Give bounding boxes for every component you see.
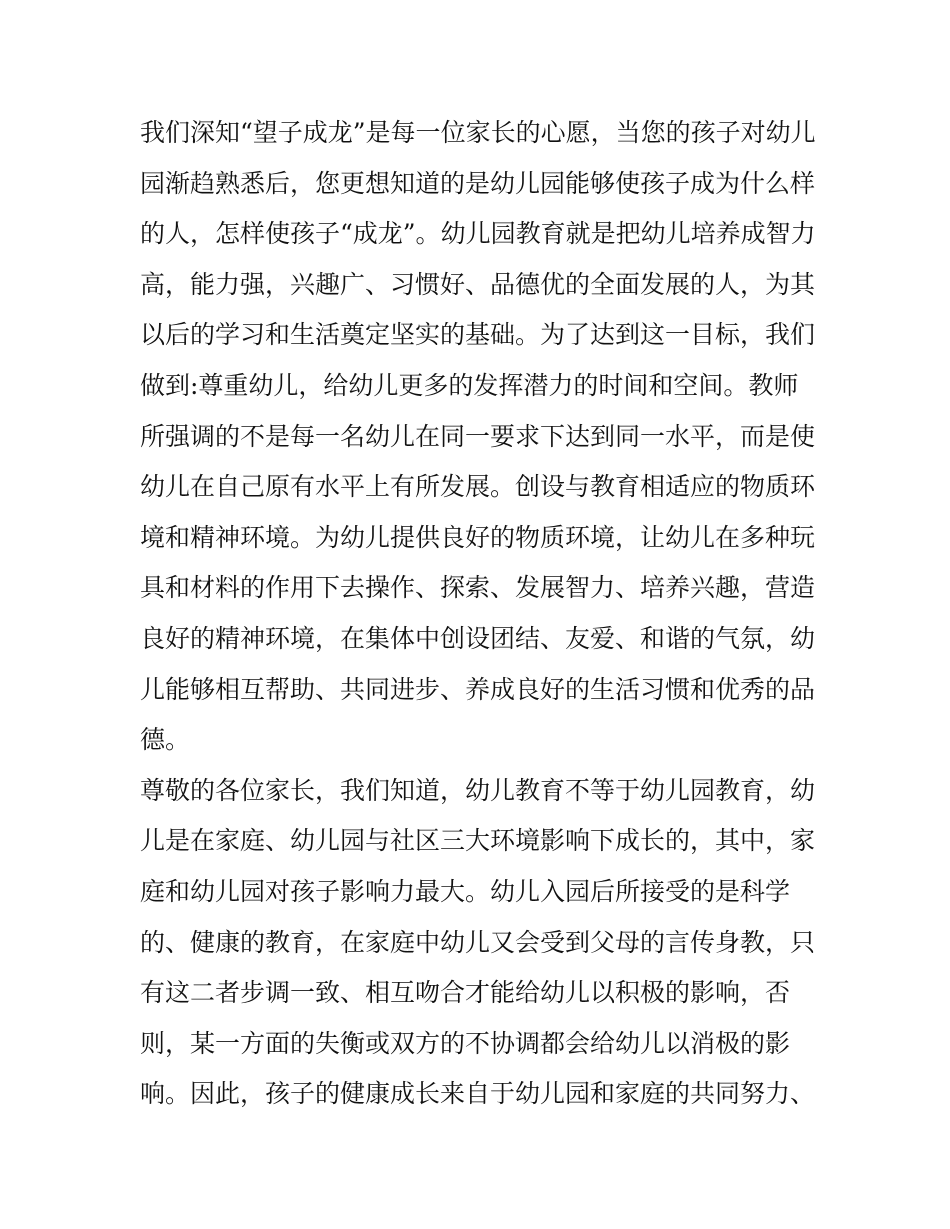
text-line: 尊敬的各位家长，我们知道，幼儿教育不等于幼儿园教育，幼 — [140, 775, 816, 805]
text-line: 做到:尊重幼儿，给幼儿更多的发挥潜力的时间和空间。教师 — [140, 370, 799, 400]
text-line: 的、健康的教育，在家庭中幼儿又会受到父母的言传身教，只 — [140, 927, 816, 957]
text-line: 高，能力强，兴趣广、习惯好、品德优的全面发展的人，为其 — [140, 269, 816, 299]
text-line: 响。因此，孩子的健康成长来自于幼儿园和家庭的共同努力、 — [140, 1079, 816, 1109]
text-line: 的人，怎样使孩子“成龙”。幼儿园教育就是把幼儿培养成智力 — [140, 219, 816, 249]
text-line: 儿能够相互帮助、共同进步、养成良好的生活习惯和优秀的品 — [140, 674, 816, 704]
text-line: 所强调的不是每一名幼儿在同一要求下达到同一水平，而是使 — [140, 421, 816, 451]
text-line: 德。 — [140, 725, 191, 755]
text-line: 具和材料的作用下去操作、探索、发展智力、培养兴趣，营造 — [140, 573, 816, 603]
text-line: 园渐趋熟悉后，您更想知道的是幼儿园能够使孩子成为什么样 — [140, 168, 816, 198]
text-line: 以后的学习和生活奠定坚实的基础。为了达到这一目标，我们 — [140, 320, 816, 350]
text-line: 境和精神环境。为幼儿提供良好的物质环境，让幼儿在多种玩 — [140, 522, 816, 552]
text-line: 则，某一方面的失衡或双方的不协调都会给幼儿以消极的影 — [140, 1028, 791, 1058]
body-text — [140, 108, 820, 1120]
text-line: 儿是在家庭、幼儿园与社区三大环境影响下成长的，其中，家 — [140, 826, 816, 856]
text-line: 我们深知“望子成龙”是每一位家长的心愿，当您的孩子对幼儿 — [140, 118, 816, 147]
text-line: 庭和幼儿园对孩子影响力最大。幼儿入园后所接受的是科学 — [140, 876, 791, 906]
text-line: 有这二者步调一致、相互吻合才能给幼儿以积极的影响，否 — [140, 978, 791, 1008]
text-line: 良好的精神环境，在集体中创设团结、友爱、和谐的气氛，幼 — [140, 623, 816, 653]
text-line: 幼儿在自己原有水平上有所发展。创设与教育相适应的物质环 — [140, 472, 816, 502]
